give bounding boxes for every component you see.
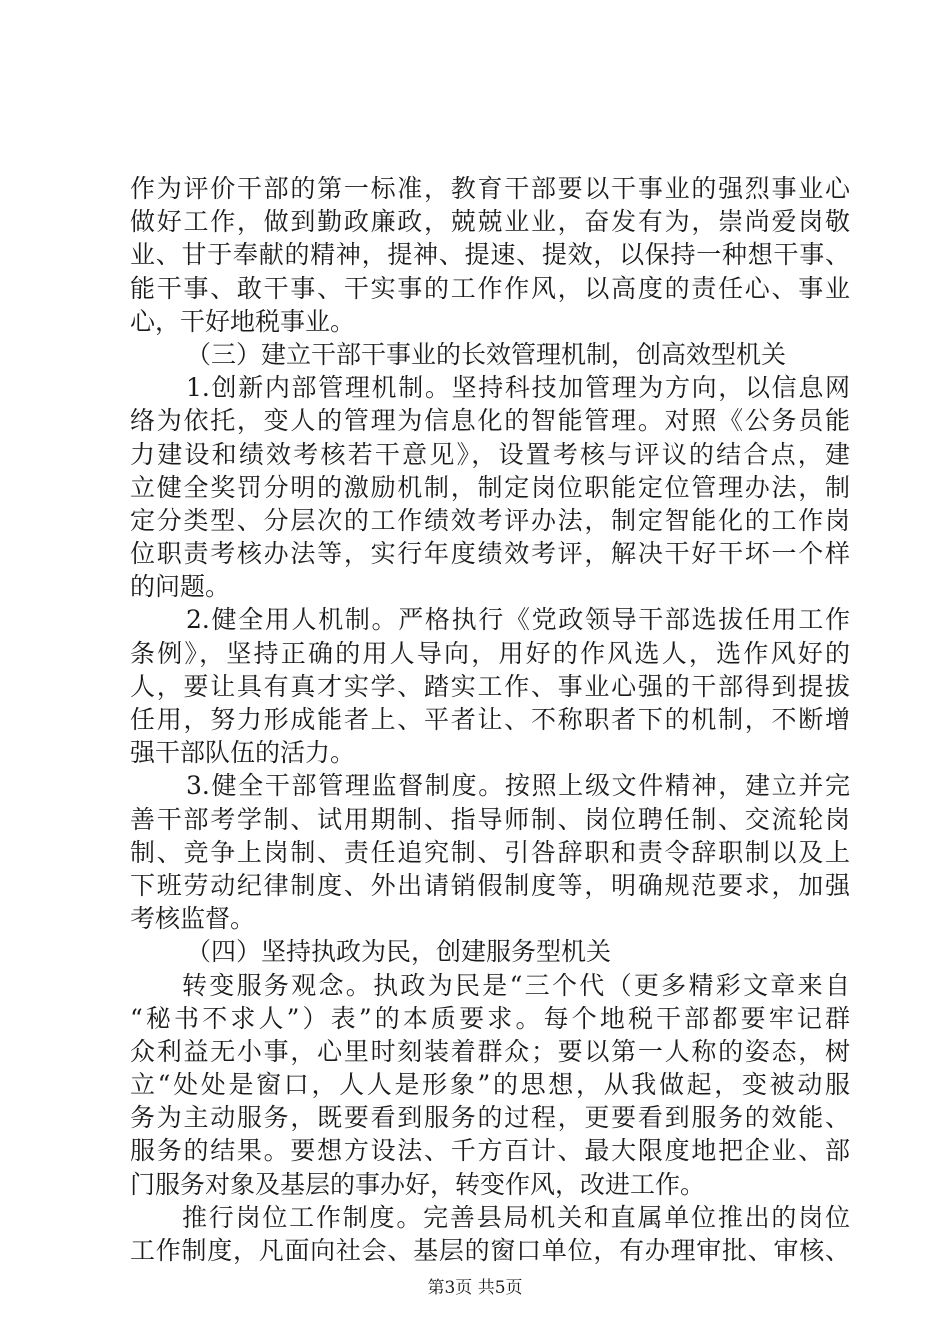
text-line: 能干事、敢干事、干实事的工作作风，以高度的责任心、事业 — [130, 273, 850, 303]
text-line: 善干部考学制、试用期制、指导师制、岗位聘任制、交流轮岗 — [130, 804, 850, 834]
text-line: 位职责考核办法等，实行年度绩效考评，解决干好干坏一个样 — [130, 539, 850, 569]
text-line: 3.健全干部管理监督制度。按照上级文件精神，建立并完 — [186, 771, 850, 801]
text-line: 1.创新内部管理机制。坚持科技加管理为方向，以信息网 — [186, 373, 850, 403]
text-line: 务为主动服务，既要看到服务的过程，更要看到服务的效能、 — [130, 1103, 850, 1133]
text-line: 业、甘于奉献的精神，提神、提速、提效，以保持一种想干事、 — [130, 240, 850, 270]
page-footer: 第3页 共5页 — [427, 1278, 523, 1298]
text-line: 的问题。 — [130, 572, 231, 602]
text-line: （三）建立干部干事业的长效管理机制，创高效型机关 — [186, 339, 787, 369]
text-line: 立健全奖罚分明的激励机制，制定岗位职能定位管理办法，制 — [130, 472, 850, 502]
text-line: 推行岗位工作制度。完善县局机关和直属单位推出的岗位 — [182, 1202, 850, 1232]
text-line: 作为评价干部的第一标准，教育干部要以干事业的强烈事业心 — [130, 174, 850, 203]
document-body — [130, 172, 850, 1267]
text-line: （四）坚持执政为民，创建服务型机关 — [186, 937, 612, 967]
text-line: 下班劳动纪律制度、外出请销假制度等，明确规范要求，加强 — [130, 870, 850, 900]
text-line: 2.健全用人机制。严格执行《党政领导干部选拔任用工作 — [186, 605, 850, 635]
text-line: 转变服务观念。执政为民是“三个代（更多精彩文章来自 — [182, 970, 850, 1000]
text-line: 制、竞争上岗制、责任追究制、引咎辞职和责令辞职制以及上 — [130, 837, 850, 867]
text-line: 考核监督。 — [130, 904, 256, 934]
text-line: 做好工作，做到勤政廉政，兢兢业业，奋发有为，崇尚爱岗敬 — [130, 207, 850, 237]
text-line: 任用，努力形成能者上、平者让、不称职者下的机制，不断增 — [130, 705, 850, 734]
text-line: 立“处处是窗口，人人是形象”的思想，从我做起，变被动服 — [130, 1070, 850, 1100]
text-line: “秘书不求人”）表”的本质要求。每个地税干部都要牢记群 — [130, 1003, 850, 1033]
text-line: 心，干好地税事业。 — [130, 306, 356, 336]
text-line: 门服务对象及基层的事办好，转变作风，改进工作。 — [130, 1169, 706, 1199]
text-line: 人，要让具有真才实学、踏实工作、事业心强的干部得到提拔 — [130, 671, 850, 701]
text-line: 工作制度，凡面向社会、基层的窗口单位，有办理审批、审核、 — [130, 1236, 850, 1265]
text-line: 条例》，坚持正确的用人导向，用好的作风选人，选作风好的 — [130, 638, 850, 668]
text-line: 服务的结果。要想方设法、千方百计、最大限度地把企业、部 — [130, 1136, 850, 1166]
text-line: 强干部队伍的活力。 — [130, 738, 356, 768]
text-line: 络为依托，变人的管理为信息化的智能管理。对照《公务员能 — [130, 406, 850, 436]
text-line: 众利益无小事，心里时刻装着群众；要以第一人称的姿态，树 — [130, 1036, 850, 1066]
text-line: 定分类型、分层次的工作绩效考评办法，制定智能化的工作岗 — [130, 505, 850, 535]
text-line: 力建设和绩效考核若干意见》，设置考核与评议的结合点，建 — [130, 439, 850, 469]
